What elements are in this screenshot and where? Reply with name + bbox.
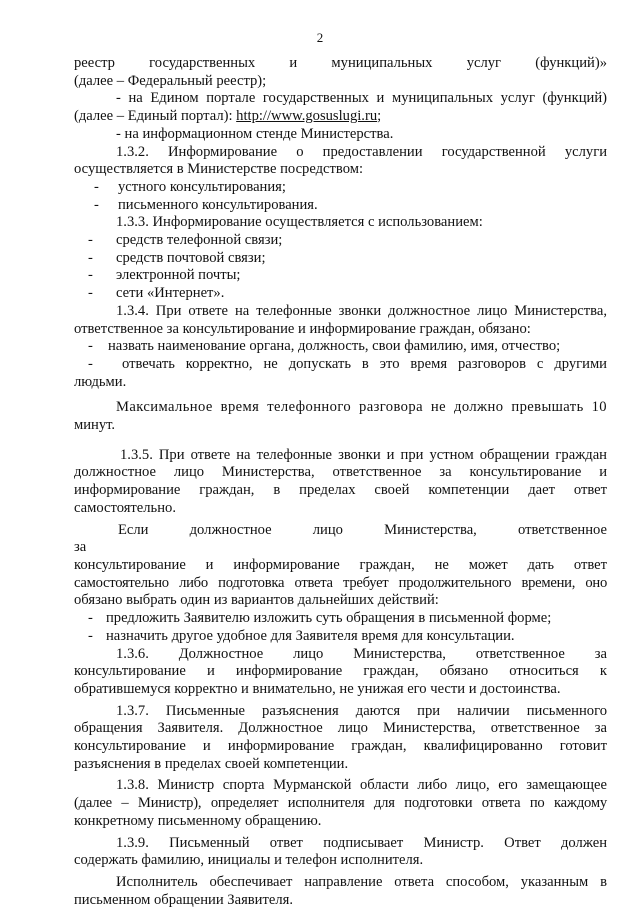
continuation-line: реестр государственных и муниципальных услуг (функций)» (74, 55, 607, 71)
continuation-line: (далее – Федеральный реестр); (74, 72, 267, 89)
section-1-3-9-line-2: содержать фамилию, инициалы и телефон исполнителя. (74, 852, 424, 869)
stand-line: - на информационном стенде Министерства. (116, 125, 394, 142)
section-1-3-5-line-4: самостоятельно. (74, 499, 176, 516)
list-item: - письменного консультирования. (94, 196, 318, 213)
max-time-line-2: минут. (74, 417, 116, 434)
executor-paragraph: Исполнитель обеспечивает направление ответа способом, указанным в (116, 873, 607, 890)
gosuslugi-link[interactable]: http://www.gosuslugi.ru (236, 108, 378, 125)
list-item: - средств телефонной связи; (88, 232, 283, 249)
section-1-3-4-line-2: ответственное за консультирование и информирование граждан, обязано: (74, 320, 531, 337)
section-1-3-7-line-2: обращения Заявителя. Должностное лицо Министерства, ответственное за (74, 720, 607, 737)
list-item: - устного консультирования; (94, 178, 286, 195)
section-1-3-6: 1.3.6. Должностное лицо Министерства, ответственное за (116, 645, 607, 662)
if-paragraph-line-3: самостоятельно либо подготовка ответа требует продолжительного времени, оно (74, 574, 607, 591)
max-time-line: Максимальное время телефонного разговора не должно превышать 10 (116, 399, 607, 416)
document-body (74, 55, 607, 909)
list-item: - сети «Интернет». (88, 285, 225, 302)
section-1-3-7-line-4: разъяснения в пределах своей компетенции. (74, 755, 349, 772)
list-item: - средств почтовой связи; (88, 249, 266, 266)
section-1-3-6-line-3: обратившемуся корректно и внимательно, не унижая его чести и достоинства. (74, 680, 561, 697)
section-1-3-5: 1.3.5. При ответе на телефонные звонки и при устном обращении граждан (120, 446, 607, 463)
portal-line: - на Едином портале государственных и муниципальных услуг (функций) (116, 90, 607, 107)
section-1-3-7-line-3: консультирование и информирование граждан, квалифицированно готовит (74, 738, 607, 755)
list-item: - электронной почты; (88, 267, 241, 284)
portal-prefix: (далее – Единый портал): (74, 108, 237, 125)
if-paragraph-line-2: консультирование и информирование граждан, не может дать ответ (74, 556, 607, 573)
portal-suffix: ; (377, 108, 382, 125)
section-1-3-2-line-2: осуществляется в Министерстве посредством: (74, 161, 364, 178)
list-item: - предложить Заявителю изложить суть обращения в письменной форме; (88, 610, 552, 627)
section-1-3-9: 1.3.9. Письменный ответ подписывает Министр. Ответ должен (116, 834, 607, 851)
section-1-3-6-line-2: консультирование и информирование граждан, обязано относиться к (74, 663, 607, 680)
section-1-3-8-line-2: (далее – Министр), определяет исполнителя для подготовки ответа по каждому (74, 795, 607, 812)
list-item: - назначить другое удобное для Заявителя время для консультации. (88, 627, 515, 644)
section-1-3-3: 1.3.3. Информирование осуществляется с использованием: (116, 214, 483, 231)
section-1-3-4: 1.3.4. При ответе на телефонные звонки должностное лицо Министерства, (116, 302, 607, 319)
executor-paragraph-line-2: письменном обращении Заявителя. (74, 891, 293, 908)
if-paragraph: Если должностное лицо Министерства, ответственное за (74, 521, 607, 556)
list-item: - назвать наименование органа, должность, свои фамилию, имя, отчество; (88, 338, 561, 355)
portal-line-2 (74, 108, 607, 126)
list-item-continuation: людьми. (74, 373, 127, 390)
if-paragraph-line-4: обязано выбрать один из вариантов дальнейших действий: (74, 592, 439, 609)
section-1-3-5-line-2: должностное лицо Министерства, ответственное за консультирование и (74, 464, 607, 481)
section-1-3-5-line-3: информирование граждан, в пределах своей компетенции дает ответ (74, 482, 607, 499)
list-item: - отвечать корректно, не допускать в это время разговоров с другими (88, 355, 607, 372)
section-1-3-7: 1.3.7. Письменные разъяснения даются при наличии письменного (116, 702, 607, 719)
section-1-3-8: 1.3.8. Министр спорта Мурманской области либо лицо, его замещающее (116, 777, 607, 794)
section-1-3-2: 1.3.2. Информирование о предоставлении государственной услуги (116, 143, 607, 160)
section-1-3-8-line-3: конкретному письменному обращению. (74, 812, 322, 829)
page-number: 2 (316, 30, 324, 45)
